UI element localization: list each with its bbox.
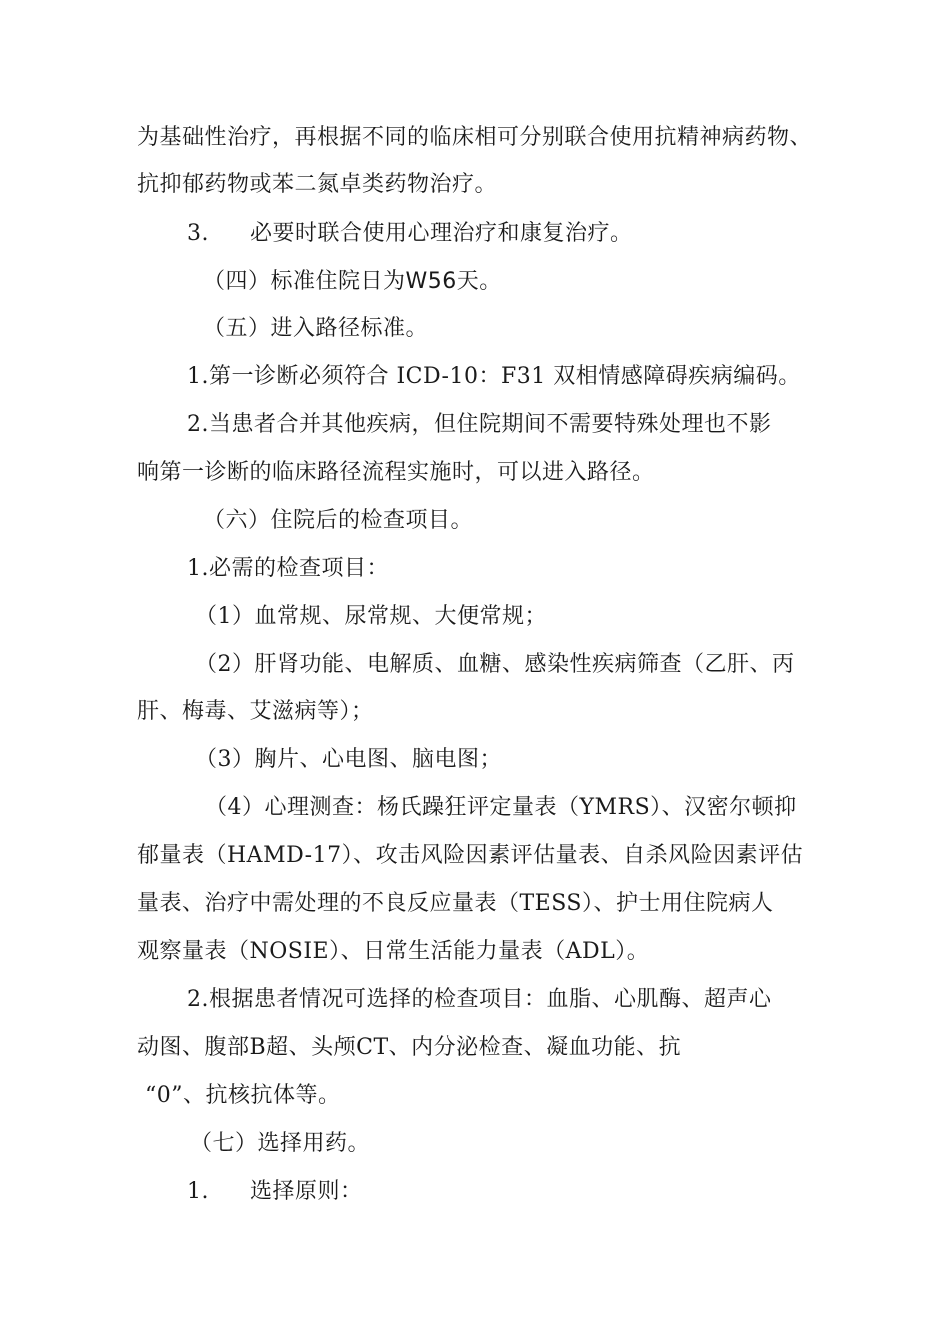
section-heading: （五）进入路径标准。 <box>203 316 429 341</box>
list-item: （4）心理测查：杨氏躁狂评定量表（YMRS）、汉密尔顿抑 <box>205 795 797 820</box>
paragraph-line: 2.根据患者情况可选择的检查项目：血脂、心肌酶、超声心 <box>187 987 772 1012</box>
paragraph-line: 选择原则： <box>250 1179 363 1204</box>
heading-unit: 天。 <box>456 269 502 294</box>
paragraph-line: “0”、抗核抗体等。 <box>145 1083 341 1108</box>
list-number: 3. <box>187 221 209 246</box>
paragraph-line: 量表、治疗中需处理的不良反应量表（TESS）、护士用住院病人 <box>137 891 774 916</box>
paragraph-line: 2.当患者合并其他疾病，但住院期间不需要特殊处理也不影 <box>187 412 772 437</box>
paragraph-line: 必要时联合使用心理治疗和康复治疗。 <box>250 221 633 246</box>
heading-text: （四）标准住院日为 <box>203 269 406 294</box>
paragraph-line: 抗抑郁药物或苯二氮卓类药物治疗。 <box>137 172 498 197</box>
heading-value: W56 <box>405 269 457 294</box>
paragraph-line: 肝、梅毒、艾滋病等）； <box>137 699 374 724</box>
paragraph-line: 观察量表（NOSIE）、日常生活能力量表（ADL）。 <box>137 939 650 964</box>
paragraph-line: 为基础性治疗，再根据不同的临床相可分别联合使用抗精神病药物、 <box>137 125 813 150</box>
list-item: （1）血常规、尿常规、大便常规； <box>195 604 547 629</box>
list-item: （2）肝肾功能、电解质、血糖、感染性疾病筛查（乙肝、丙 <box>195 652 795 677</box>
section-heading <box>203 267 502 297</box>
list-number: 1. <box>187 1179 209 1204</box>
paragraph-line: 郁量表（HAMD-17）、攻击风险因素评估量表、自杀风险因素评估 <box>137 843 804 868</box>
paragraph-line: 响第一诊断的临床路径流程实施时，可以进入路径。 <box>137 460 655 485</box>
paragraph-line: 动图、腹部B超、头颅CT、内分泌检查、凝血功能、抗 <box>137 1035 682 1060</box>
section-heading: （六）住院后的检查项目。 <box>203 508 474 533</box>
paragraph-line: 1.必需的检查项目： <box>187 556 389 581</box>
list-item: （3）胸片、心电图、脑电图； <box>195 747 502 772</box>
paragraph-line: 1.第一诊断必须符合 ICD-10：F31 双相情感障碍疾病编码。 <box>187 364 801 389</box>
section-heading: （七）选择用药。 <box>190 1131 371 1156</box>
